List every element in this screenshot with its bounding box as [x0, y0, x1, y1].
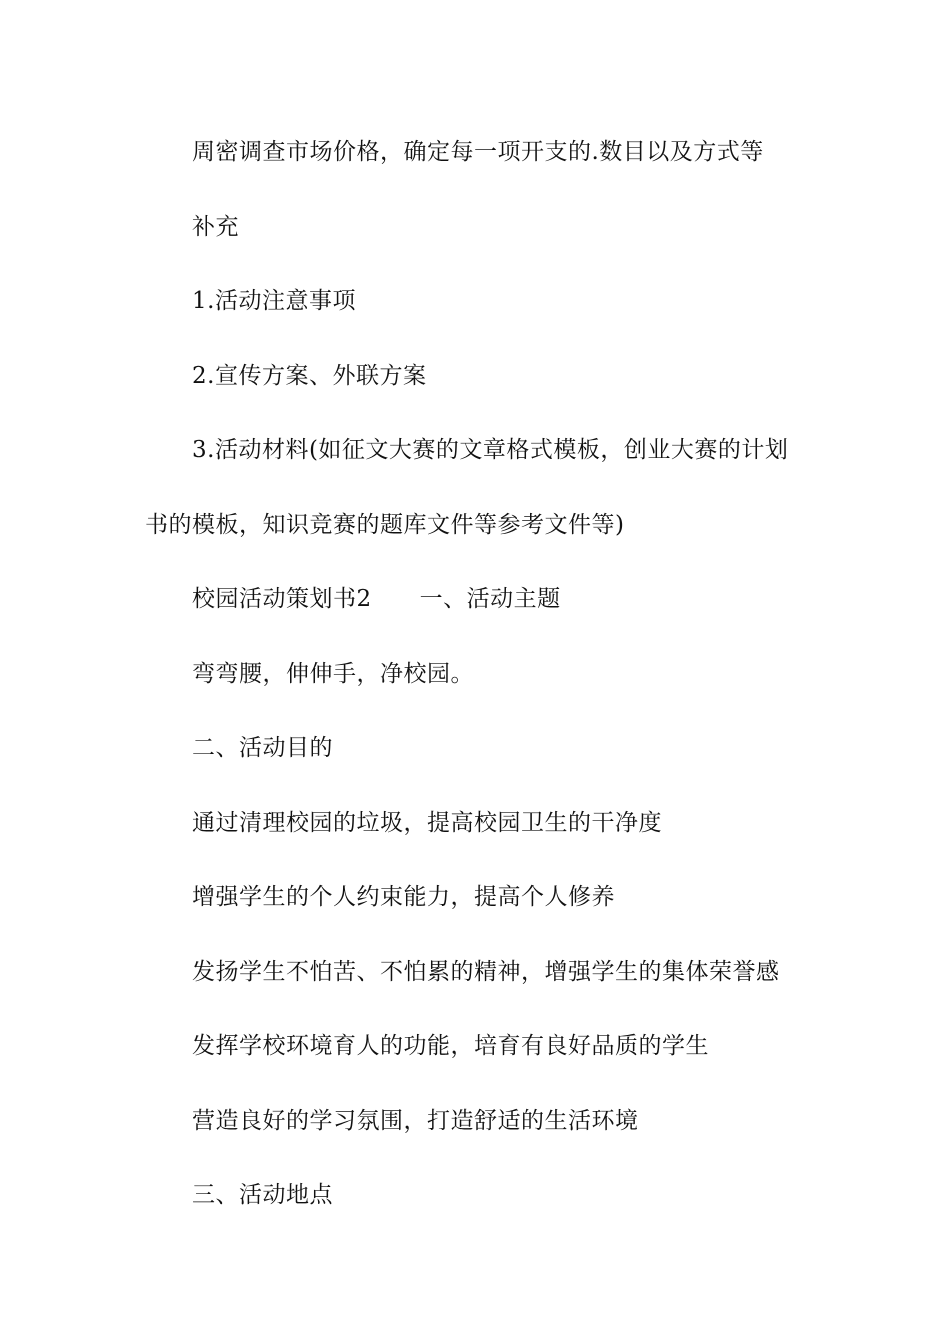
paragraph-line: 营造良好的学习氛围，打造舒适的生活环境	[192, 1108, 639, 1134]
paragraph-line: 发挥学校环境育人的功能，培育有良好品质的学生	[192, 1033, 709, 1059]
section-heading-line	[192, 584, 561, 614]
list-item: 1.活动注意事项	[192, 288, 356, 314]
section-heading: 三、活动地点	[192, 1182, 333, 1208]
paragraph-line: 周密调查市场价格，确定每一项开支的.数目以及方式等	[192, 139, 764, 165]
paragraph-line: 弯弯腰，伸伸手，净校园。	[192, 661, 474, 687]
paragraph-line: 通过清理校园的垃圾，提高校园卫生的干净度	[192, 810, 662, 836]
section-heading: 一、活动主题	[419, 586, 561, 612]
paragraph-line: 书的模板，知识竞赛的题库文件等参考文件等)	[145, 512, 625, 538]
section-heading: 二、活动目的	[192, 735, 333, 761]
document-title: 校园活动策划书2	[192, 586, 372, 612]
list-item: 3.活动材料(如征文大赛的文章格式模板，创业大赛的计划	[192, 437, 789, 463]
paragraph-line: 补充	[192, 214, 239, 240]
paragraph-line: 增强学生的个人约束能力，提高个人修养	[192, 884, 615, 910]
list-item: 2.宣传方案、外联方案	[192, 363, 427, 389]
paragraph-line: 发扬学生不怕苦、不怕累的精神，增强学生的集体荣誉感	[192, 959, 780, 985]
